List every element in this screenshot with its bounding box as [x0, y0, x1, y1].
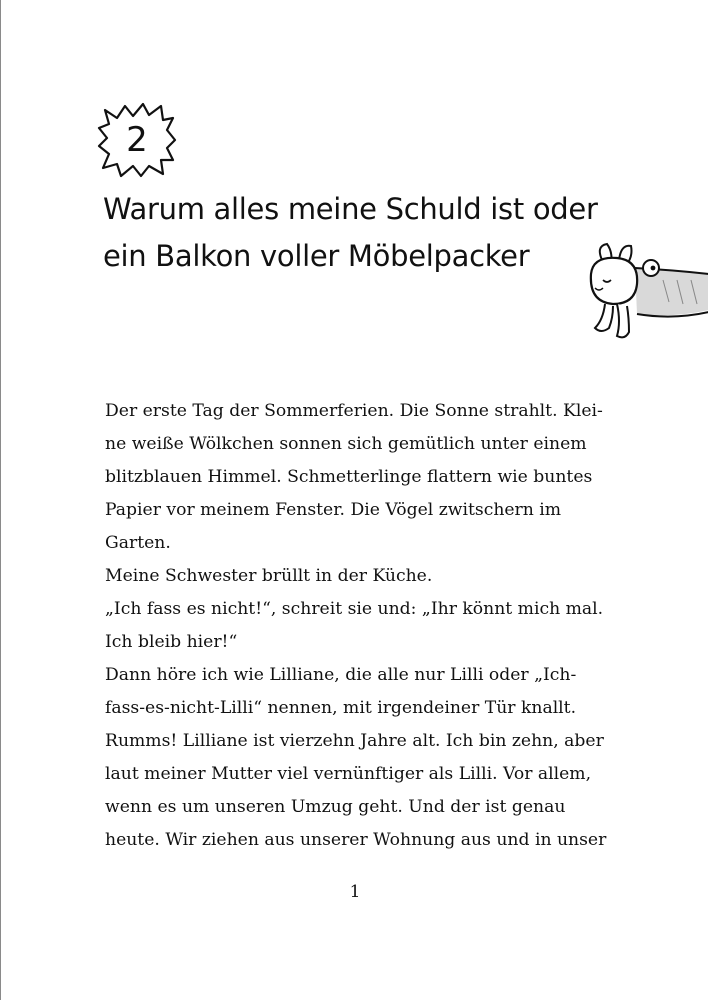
chapter-title-line: Warum alles meine Schuld ist oder	[103, 192, 598, 226]
body-text	[105, 395, 625, 857]
text-line: Dann höre ich wie Lilliane, die alle nur Lilli oder „Ich-	[105, 665, 577, 685]
text-line: blitzblauen Himmel. Schmetterlinge flattern wie buntes	[105, 467, 593, 487]
text-line: Meine Schwester brüllt in der Küche.	[105, 566, 433, 586]
text-line: laut meiner Mutter viel vernünftiger als Lilli. Vor allem,	[105, 764, 592, 784]
chapter-number: 2	[126, 120, 148, 160]
text-line: heute. Wir ziehen aus unserer Wohnung aus und in unser	[105, 830, 607, 850]
chapter-number-badge	[97, 100, 177, 180]
text-line: „Ich fass es nicht!“, schreit sie und: „Ihr könnt mich mal.	[105, 599, 604, 619]
text-line: Rumms! Lilliane ist vierzehn Jahre alt. Ich bin zehn, aber	[105, 731, 604, 751]
text-line: wenn es um unseren Umzug geht. Und der ist genau	[105, 797, 566, 817]
text-line: fass-es-nicht-Lilli“ nennen, mit irgendeiner Tür knallt.	[105, 698, 577, 718]
text-line: Garten.	[105, 533, 171, 553]
text-line: Der erste Tag der Sommerferien. Die Sonne strahlt. Klei-	[105, 401, 603, 421]
text-line: Papier vor meinem Fenster. Die Vögel zwitschern im	[105, 500, 562, 520]
chapter-title	[103, 186, 603, 280]
rabbit-icon	[573, 240, 708, 350]
text-line: ne weiße Wölkchen sonnen sich gemütlich unter einem	[105, 434, 587, 454]
chapter-title-line: ein Balkon voller Möbelpacker	[103, 239, 530, 273]
page-number: 1	[349, 882, 361, 902]
rabbit-illustration	[573, 240, 708, 350]
text-line: Ich bleib hier!“	[105, 632, 238, 652]
